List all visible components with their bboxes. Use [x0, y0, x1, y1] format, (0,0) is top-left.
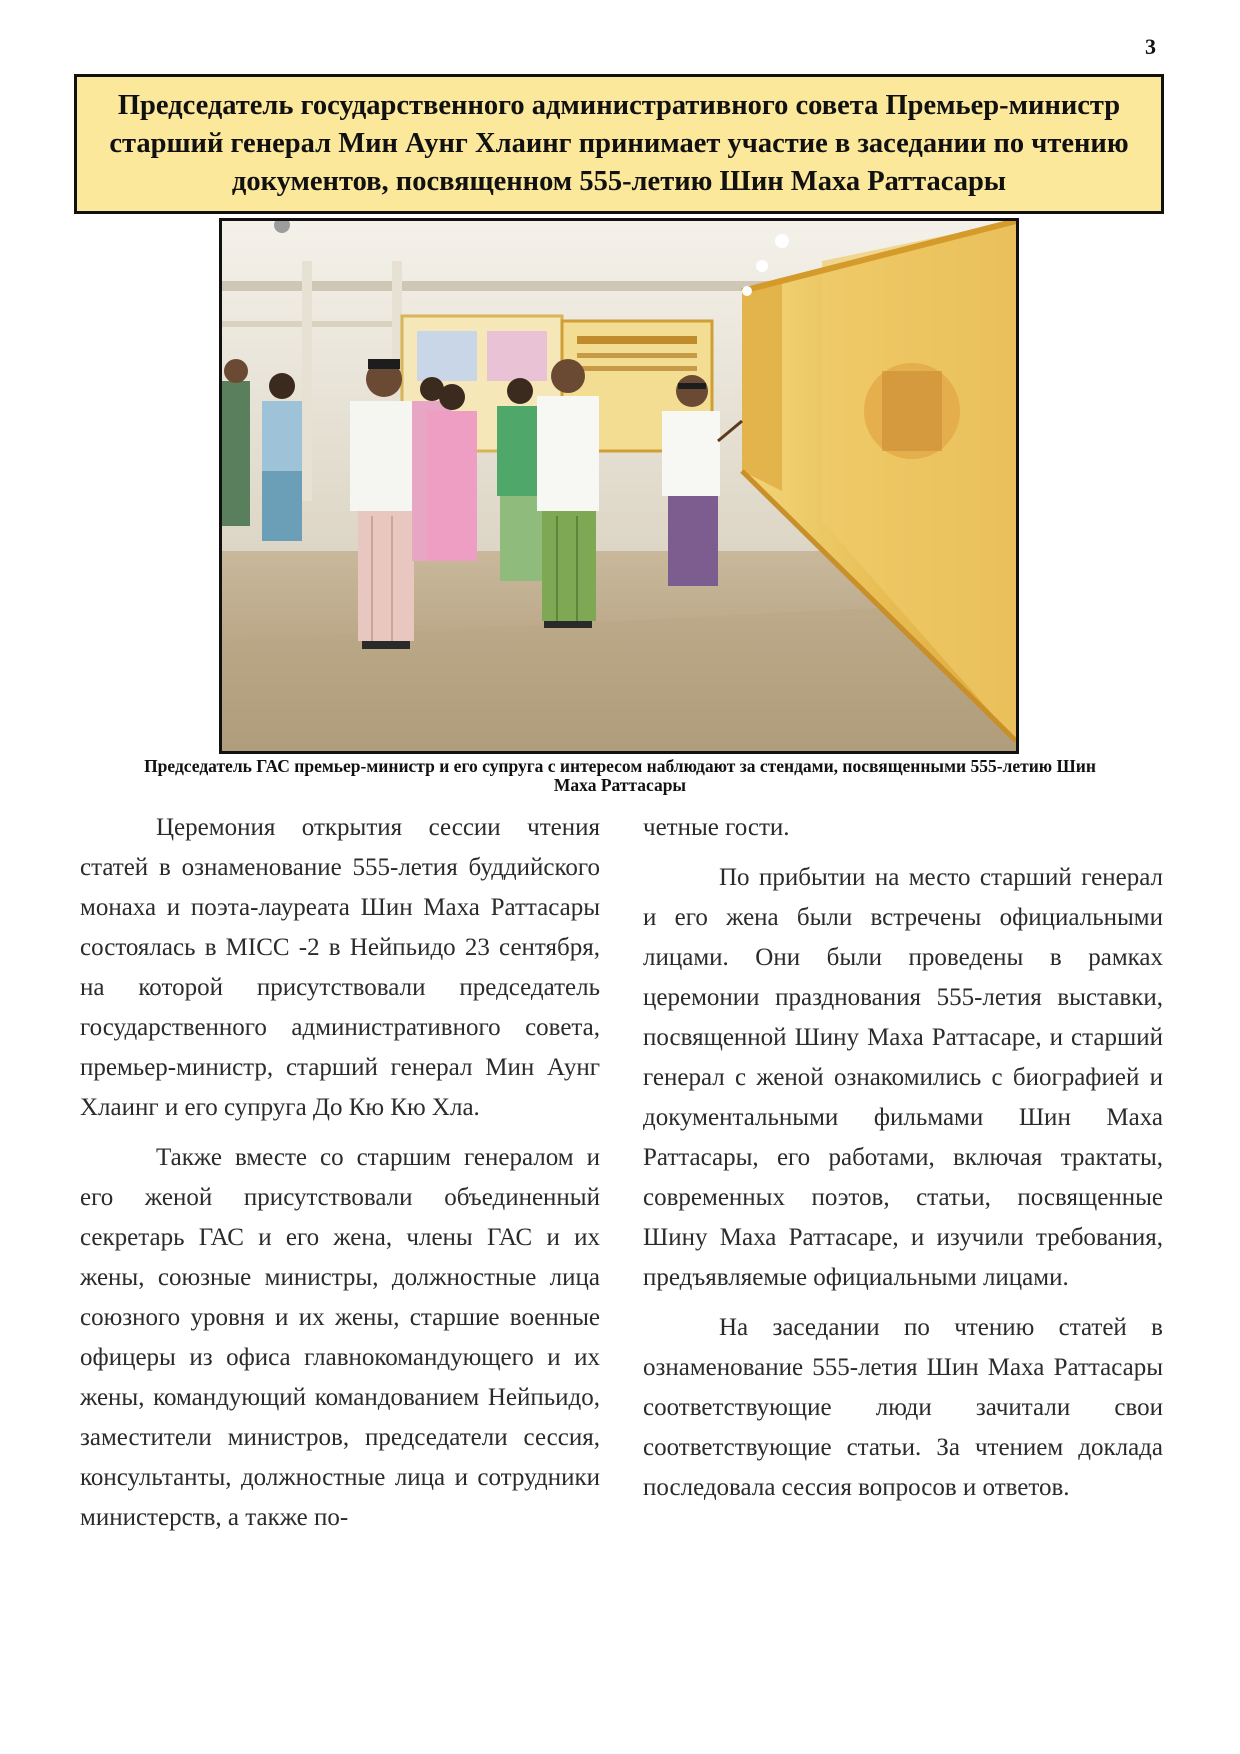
photo-exhibition-icon — [222, 221, 1016, 751]
page-headline: Председатель государственного административного совета Премьер-министр старший генерал Мин Аунг Хлаинг принимает участие в заседании по чтению документов, посвященном 555-летию Шин Маха Раттасары — [109, 90, 1129, 197]
page-number: 3 — [1145, 34, 1156, 59]
article-paragraph-continuation: четные гости. — [643, 814, 790, 841]
photo-caption: Председатель ГАС премьер-министр и его супруга с интересом наблюдают за стендами, посвященными 555-летию Шин Маха Раттасары — [144, 756, 1096, 795]
right-column — [643, 808, 1163, 1518]
article-paragraph: На заседании по чтению статей в ознаменование 555-летия Шин Маха Раттасары соответствующие люди зачитали свои соответствующие статьи. За чтением доклада последовала сессия вопросов и ответов. — [643, 1314, 1163, 1501]
left-column — [80, 808, 600, 1548]
article-paragraph: По прибытии на место старший генерал и его жена были встречены официальными лицами. Они были проведены в рамках церемонии празднования 555-летия выставки, посвященной Шину Маха Раттасаре, и старший генерал с женой ознакомились с биографией и документальными фильмами Шин Маха Раттасары, его работами, включая трактаты, современных поэтов, статьи, посвященные Шину Маха Раттасаре, и изучили требования, предъявляемые официальными лицами. — [643, 864, 1163, 1291]
article-paragraph: Церемония открытия сессии чтения статей в ознаменование 555-летия буддийского монаха и поэта-лауреата Шин Маха Раттасары состоялась в MICC -2 в Нейпьидо 23 сентября, на которой присутствовали председатель государственного административного совета, премьер-министр, старший генерал Мин Аунг Хлаинг и его супруга До Кю Кю Хла. — [80, 814, 600, 1121]
headline-box — [74, 74, 1164, 214]
news-photo — [219, 218, 1019, 754]
article-paragraph: Также вместе со старшим генералом и его женой присутствовали объединенный секретарь ГАС и его жена, члены ГАС и их жены, союзные министры, должностные лица союзного уровня и их жены, старшие военные офицеры из офиса главнокомандующего и их жены, командующий командованием Нейпьидо, заместители министров, председатели сессия, консультанты, должностные лица и сотрудники министерств, а также по- — [80, 1144, 600, 1531]
